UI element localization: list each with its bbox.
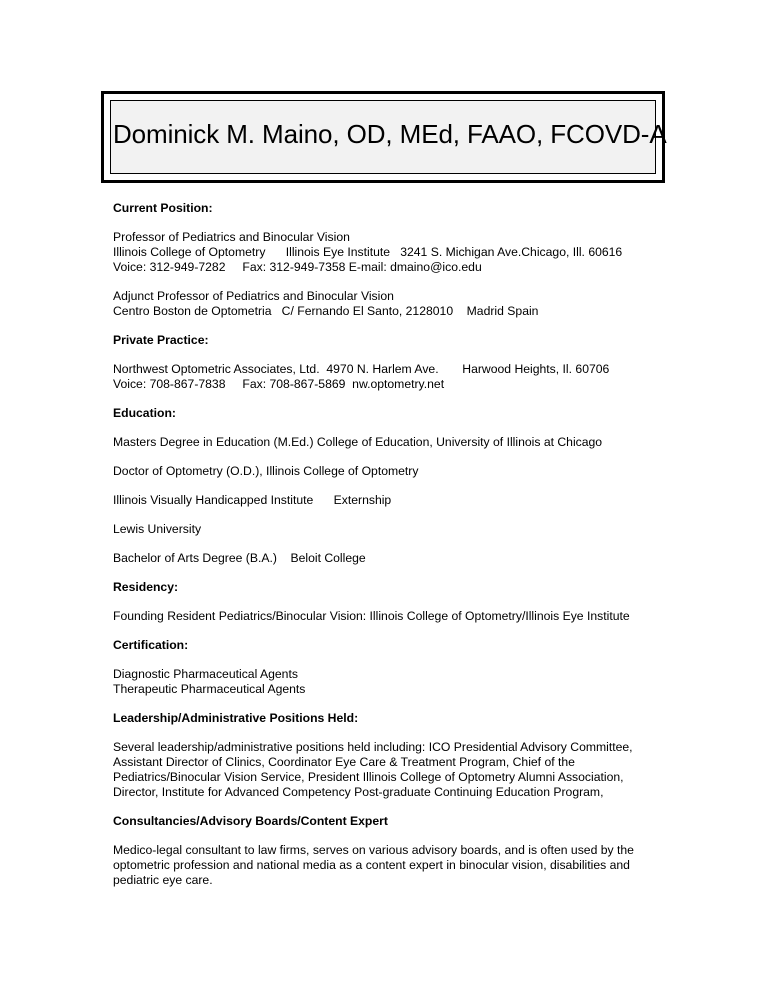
text-line: Voice: 312-949-7282 Fax: 312-949-7358 E-mail: dmaino@ico.edu	[113, 260, 482, 274]
text-line: Diagnostic Pharmaceutical Agents	[113, 667, 298, 681]
certification-list	[113, 667, 653, 697]
private-practice-details	[113, 362, 653, 392]
text-line: pediatric eye care.	[113, 873, 213, 887]
education-item: Doctor of Optometry (O.D.), Illinois College of Optometry	[113, 464, 419, 478]
text-line: Assistant Director of Clinics, Coordinator Eye Care & Treatment Program, Chief of the	[113, 755, 575, 769]
certification-heading: Certification:	[113, 638, 189, 652]
text-line: Several leadership/administrative positions held including: ICO Presidential Advisory Committee,	[113, 740, 633, 754]
private-practice-heading: Private Practice:	[113, 333, 209, 347]
education-item: Lewis University	[113, 522, 202, 536]
current-position-heading: Current Position:	[113, 201, 213, 215]
text-line: Centro Boston de Optometria C/ Fernando El Santo, 2128010 Madrid Spain	[113, 304, 539, 318]
text-line: Director, Institute for Advanced Competency Post-graduate Continuing Education Program,	[113, 785, 604, 799]
text-line: Adjunct Professor of Pediatrics and Binocular Vision	[113, 289, 394, 303]
text-line: Northwest Optometric Associates, Ltd. 4970 N. Harlem Ave. Harwood Heights, Il. 60706	[113, 362, 610, 376]
resume-content	[113, 201, 653, 902]
current-position-adjunct	[113, 289, 653, 319]
consultancies-text	[113, 843, 653, 888]
text-line: Voice: 708-867-7838 Fax: 708-867-5869 nw.optometry.net	[113, 377, 445, 391]
education-item: Masters Degree in Education (M.Ed.) College of Education, University of Illinois at Chicago	[113, 435, 603, 449]
education-item: Illinois Visually Handicapped Institute Externship	[113, 493, 392, 507]
current-position-professor	[113, 230, 653, 275]
text-line: Medico-legal consultant to law firms, serves on various advisory boards, and is often used by the	[113, 843, 634, 857]
consultancies-heading: Consultancies/Advisory Boards/Content Expert	[113, 814, 388, 828]
text-line: Pediatrics/Binocular Vision Service, President Illinois College of Optometry Alumni Association,	[113, 770, 624, 784]
page-title: Dominick M. Maino, OD, MEd, FAAO, FCOVD-A	[113, 119, 667, 149]
leadership-heading: Leadership/Administrative Positions Held:	[113, 711, 359, 725]
text-line: optometric profession and national media as a content expert in binocular vision, disabilities and	[113, 858, 630, 872]
text-line: Therapeutic Pharmaceutical Agents	[113, 682, 306, 696]
education-heading: Education:	[113, 406, 176, 420]
leadership-text	[113, 740, 653, 800]
residency-text: Founding Resident Pediatrics/Binocular Vision: Illinois College of Optometry/Illinois Eye Institute	[113, 609, 630, 623]
text-line: Illinois College of Optometry Illinois Eye Institute 3241 S. Michigan Ave.Chicago, Ill. 60616	[113, 245, 623, 259]
residency-heading: Residency:	[113, 580, 179, 594]
text-line: Professor of Pediatrics and Binocular Vision	[113, 230, 350, 244]
education-item: Bachelor of Arts Degree (B.A.) Beloit College	[113, 551, 366, 565]
